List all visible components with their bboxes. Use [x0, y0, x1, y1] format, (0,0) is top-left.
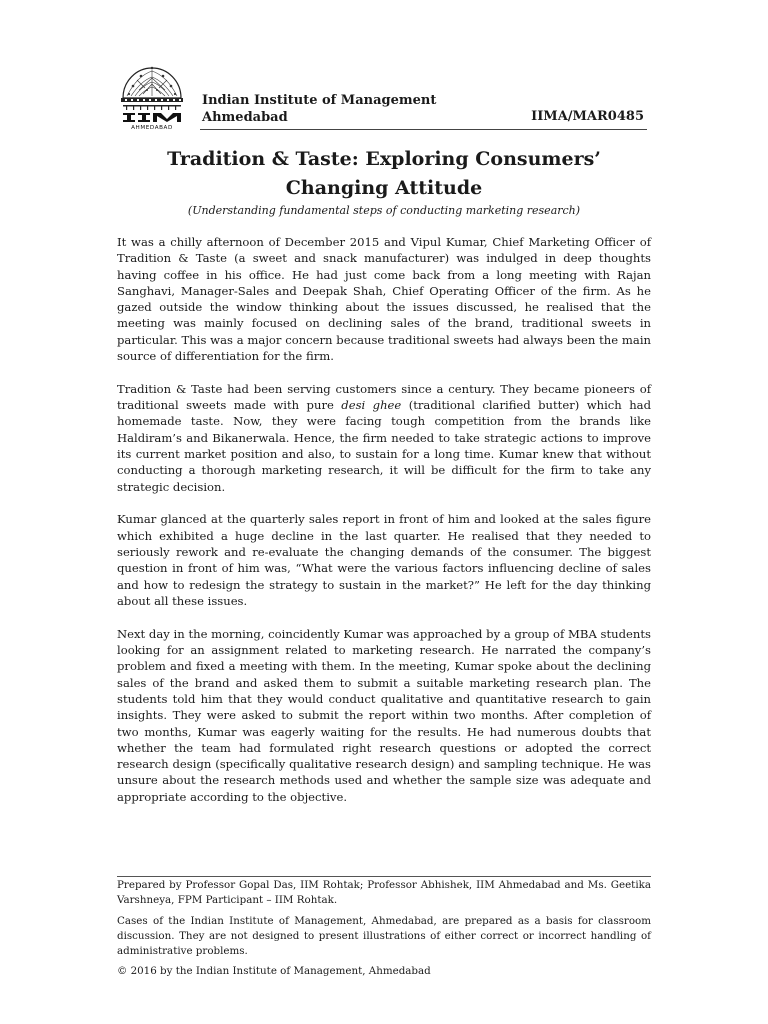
paragraph-2-italic-term: desi ghee — [341, 398, 402, 413]
institute-name-line1: Indian Institute of Management — [202, 93, 437, 108]
document-title: Tradition & Taste: Exploring Consumers’ Changing Attitude — [167, 148, 601, 199]
header-divider — [200, 129, 647, 130]
paragraph-3: Kumar glanced at the quarterly sales report in front of him and looked at the sales figure which exhibited a huge decline in the last quarter. He realised that they needed to seriously rework and re-evaluate the changing demands of the consumer. The biggest question in front of him was, “What were the various factors influencing decline of sales and how to redesign the strategy to sustain in the market?” He left for the day thinking about all these issues. — [117, 512, 651, 608]
institute-name-line2: Ahmedabad — [202, 110, 288, 125]
paragraph-2-part-1: Tradition & Taste had been serving customers since a century. They became pioneers of traditional sweets made with pure — [117, 381, 651, 413]
paragraph-2-part-2: (traditional clarified butter) which had homemade taste. Now, they were facing tough competition from the brands like Haldiram’s and Bikanerwala. Hence, the firm needed to take strategic actions to improve its current market position and also, to sustain for a long time. Kumar knew that without conducting a thorough marketing research, it will be difficult for the firm to take any strategic decision. — [117, 398, 651, 494]
svg-text:AHMEDABAD: AHMEDABAD — [131, 125, 173, 130]
paragraph-4: Next day in the morning, coincidently Kumar was approached by a group of MBA students looking for an assignment related to marketing research. He narrated the company’s problem and fixed a meeting with them. In the meeting, Kumar spoke about the declining sales of the brand and asked them to submit a suitable marketing research plan. The students told him that they would conduct qualitative and quantitative research to gain insights. They were asked to submit the report within two months. After completion of two months, Kumar was eagerly waiting for the results. He had numerous doubts that whether the team had formulated right research questions or adopted the correct research design (specifically qualitative research design) and sampling technique. He was unsure about the research methods used and whether the sample size was adequate and appropriate according to the objective. — [117, 626, 651, 804]
case-body — [117, 234, 651, 822]
paragraph-1: It was a chilly afternoon of December 2015 and Vipul Kumar, Chief Marketing Officer of Tradition & Taste (a sweet and snack manufacturer) was indulged in deep thoughts having coffee in his office. He had just come back from a long meeting with Rajan Sanghavi, Manager-Sales and Deepak Shah, Chief Operating Officer of the firm. As he gazed outside the window thinking about the issues discussed, he realised that the meeting was mainly focused on declining sales of the brand, traditional sweets in particular. This was a major concern because traditional sweets had always been the main source of differentiation for the firm. — [117, 235, 651, 364]
footer-disclaimer: Cases of the Indian Institute of Management, Ahmedabad, are prepared as a basis for classroom discussion. They are not designed to present illustrations of either correct or incorrect handling of administrative problems. — [117, 915, 651, 957]
iim-logo — [117, 56, 187, 130]
institute-name — [202, 92, 436, 126]
paragraph-2 — [117, 381, 651, 495]
case-code: IIMA/MAR0485 — [531, 109, 644, 124]
footer-copyright: © 2016 by the Indian Institute of Management, Ahmedabad — [117, 965, 431, 977]
footer — [117, 878, 651, 984]
footer-prepared-by: Prepared by Professor Gopal Das, IIM Rohtak; Professor Abhishek, IIM Ahmedabad and Ms. Geetika Varshneya, FPM Participant – IIM Rohtak. — [117, 879, 651, 906]
document-subtitle: (Understanding fundamental steps of conducting marketing research) — [187, 204, 581, 217]
footer-divider — [117, 876, 651, 877]
